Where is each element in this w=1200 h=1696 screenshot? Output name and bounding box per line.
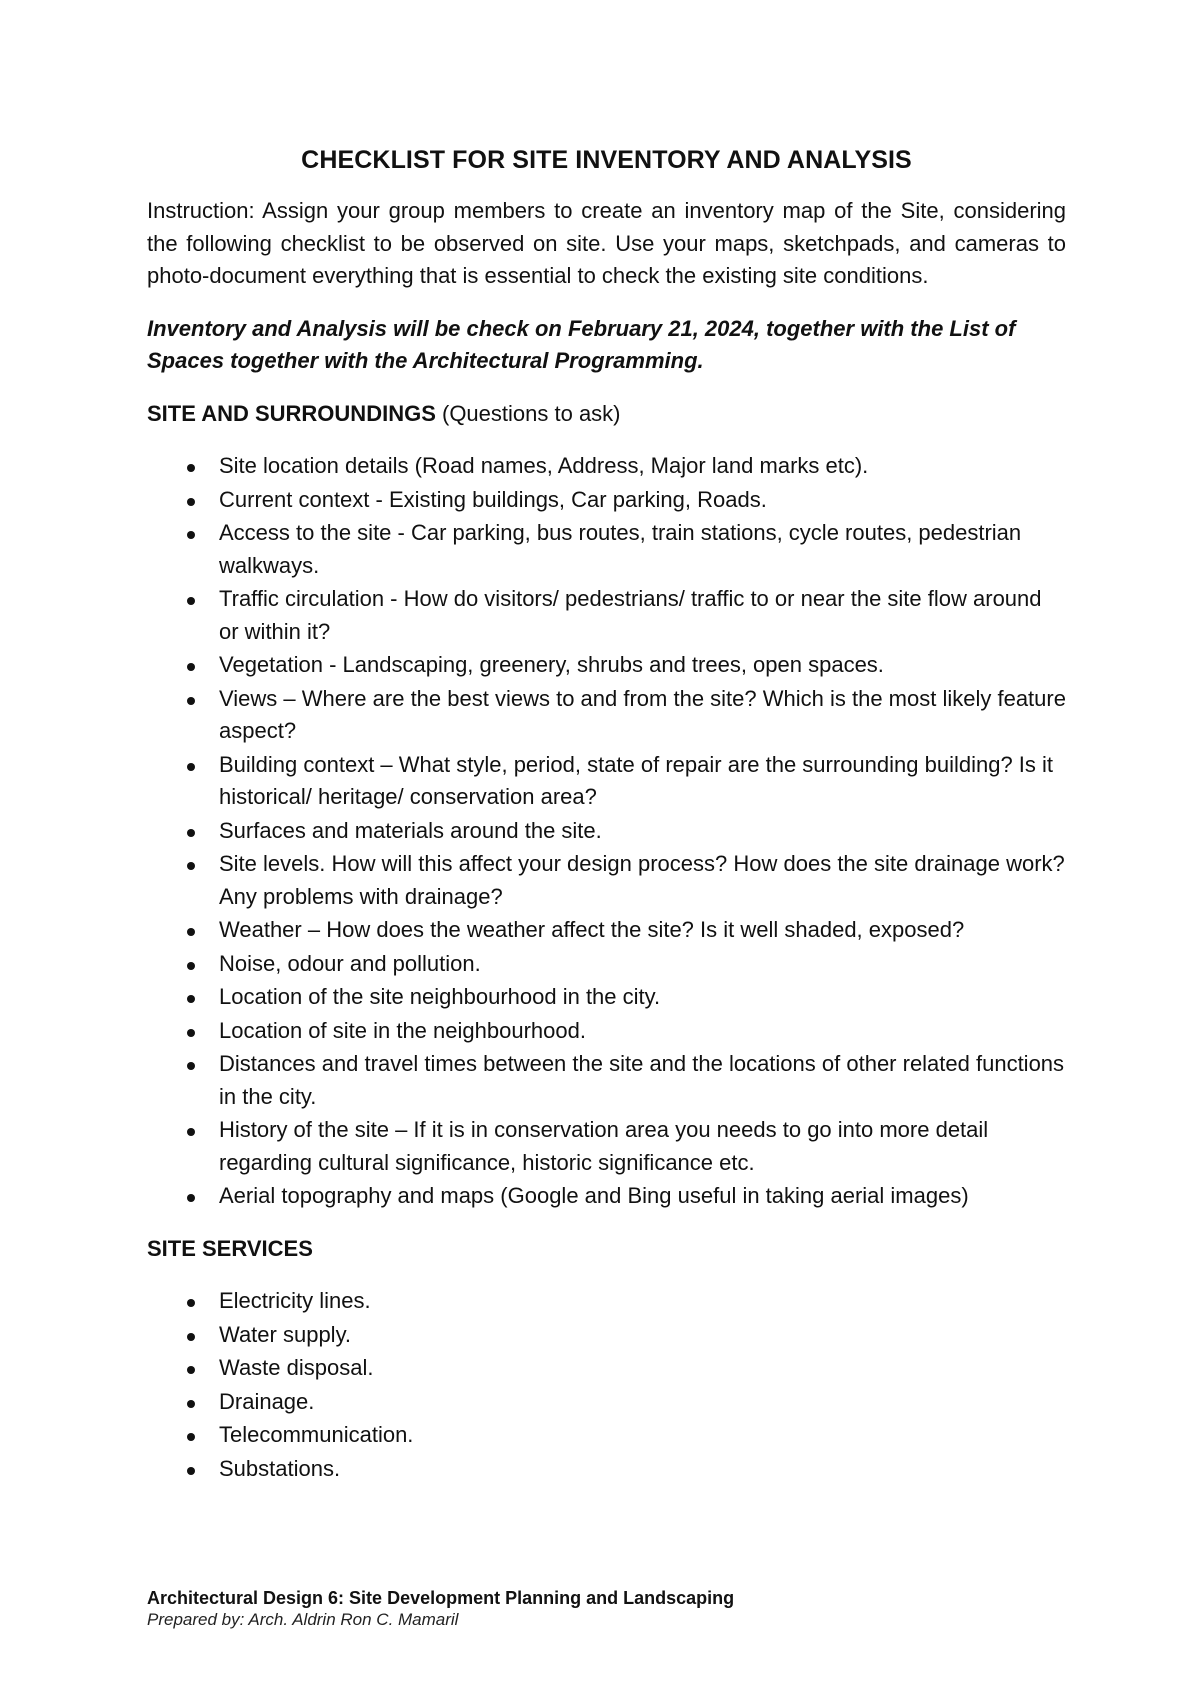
bullet-icon: [187, 1194, 195, 1202]
list-item: [147, 1386, 1066, 1419]
list-item-text: Location of site in the neighbourhood.: [219, 1017, 586, 1043]
bullet-icon: [187, 1366, 195, 1374]
list-item: [147, 1114, 1066, 1179]
list-item-text: Drainage.: [219, 1388, 315, 1414]
list-item-text: Access to the site - Car parking, bus routes, train stations, cycle routes, pedestrian walkways.: [219, 520, 1022, 578]
section-heading-surroundings: [147, 398, 1066, 431]
footer-course-title: Architectural Design 6: Site Development Planning and Landscaping: [147, 1588, 735, 1608]
list-item-text: Waste disposal.: [219, 1355, 374, 1380]
list-item: [147, 683, 1066, 748]
list-item-text: Traffic circulation - How do visitors/ pedestrians/ traffic to or near the site flow around or within it?: [219, 586, 1042, 644]
list-item-text: Noise, odour and pollution.: [219, 950, 481, 976]
document-body: [147, 146, 1066, 1505]
services-checklist: [147, 1285, 1066, 1485]
list-item-text: Site levels. How will this affect your design process? How does the site drainage work? Any problems with drainage?: [219, 851, 1065, 909]
list-item-text: Views – Where are the best views to and from the site? Which is the most likely feature aspect?: [219, 685, 1066, 743]
list-item-text: Weather – How does the weather affect the site? Is it well shaded, exposed?: [219, 917, 965, 942]
list-item: [147, 583, 1066, 648]
list-item-text: Aerial topography and maps (Google and Bing useful in taking aerial images): [219, 1183, 969, 1208]
list-item-text: Vegetation - Landscaping, greenery, shrubs and trees, open spaces.: [219, 652, 884, 677]
bullet-icon: [187, 1433, 195, 1441]
bullet-icon: [187, 995, 195, 1003]
list-item-text: Location of the site neighbourhood in the city.: [219, 984, 661, 1009]
bullet-icon: [187, 498, 195, 506]
bullet-icon: [187, 829, 195, 837]
bullet-icon: [187, 1029, 195, 1037]
list-item: [147, 948, 1066, 981]
list-item: [147, 815, 1066, 848]
bullet-icon: [187, 1400, 195, 1408]
list-item-text: Telecommunication.: [219, 1422, 414, 1447]
list-item: [147, 1180, 1066, 1213]
bullet-icon: [187, 663, 195, 671]
list-item-text: Building context – What style, period, state of repair are the surrounding building? Is it historical/ heritage/ conservation area?: [219, 751, 1054, 809]
surroundings-checklist: [147, 450, 1066, 1213]
bullet-icon: [187, 1299, 195, 1307]
bullet-icon: [187, 1128, 195, 1136]
bullet-icon: [187, 464, 195, 472]
list-item: [147, 1015, 1066, 1048]
list-item: [147, 749, 1066, 814]
list-item: [147, 450, 1066, 483]
section-heading-label: SITE AND SURROUNDINGS: [147, 400, 436, 426]
list-item-text: Site location details (Road names, Address, Major land marks etc).: [219, 453, 869, 478]
list-item-text: Water supply.: [219, 1321, 352, 1347]
list-item-text: History of the site – If it is in conservation area you needs to go into more detail regarding cultural significance, historic significance etc.: [219, 1117, 989, 1175]
list-item: [147, 914, 1066, 947]
list-item-text: Surfaces and materials around the site.: [219, 817, 602, 843]
list-item-text: Distances and travel times between the site and the locations of other related functions in the city.: [219, 1051, 1065, 1109]
bullet-icon: [187, 1467, 195, 1475]
bullet-icon: [187, 862, 195, 870]
list-item: [147, 1285, 1066, 1318]
list-item: [147, 1048, 1066, 1113]
document-footer: [147, 1587, 1066, 1631]
section-heading-services: [147, 1233, 1066, 1266]
bullet-icon: [187, 1333, 195, 1341]
list-item: [147, 1352, 1066, 1385]
bullet-icon: [187, 763, 195, 771]
bullet-icon: [187, 531, 195, 539]
list-item: [147, 981, 1066, 1014]
list-item: [147, 517, 1066, 582]
section-heading-label: SITE SERVICES: [147, 1235, 313, 1261]
bullet-icon: [187, 697, 195, 705]
list-item: [147, 848, 1066, 913]
list-item: [147, 1453, 1066, 1486]
section-heading-subtitle: (Questions to ask): [435, 400, 621, 426]
list-item: [147, 1319, 1066, 1352]
list-item-text: Substations.: [219, 1455, 341, 1481]
list-item-text: Current context - Existing buildings, Car parking, Roads.: [219, 486, 767, 512]
document-title: CHECKLIST FOR SITE INVENTORY AND ANALYSIS: [301, 146, 912, 174]
list-item-text: Electricity lines.: [219, 1288, 371, 1313]
footer-prepared-by: Prepared by: Arch. Aldrin Ron C. Mamaril: [147, 1610, 459, 1629]
bullet-icon: [187, 1062, 195, 1070]
deadline-note: Inventory and Analysis will be check on February 21, 2024, together with the List of Spaces together with the Architectural Programming.: [147, 315, 1016, 373]
list-item: [147, 1419, 1066, 1452]
list-item: [147, 649, 1066, 682]
list-item: [147, 484, 1066, 517]
bullet-icon: [187, 597, 195, 605]
bullet-icon: [187, 962, 195, 970]
instruction-paragraph: Instruction: Assign your group members to create an inventory map of the Site, considering the following checklist to be observed on site. Use your maps, sketchpads, and cameras to photo-document everything that is essential to check the existing site conditions.: [147, 198, 1066, 288]
bullet-icon: [187, 928, 195, 936]
